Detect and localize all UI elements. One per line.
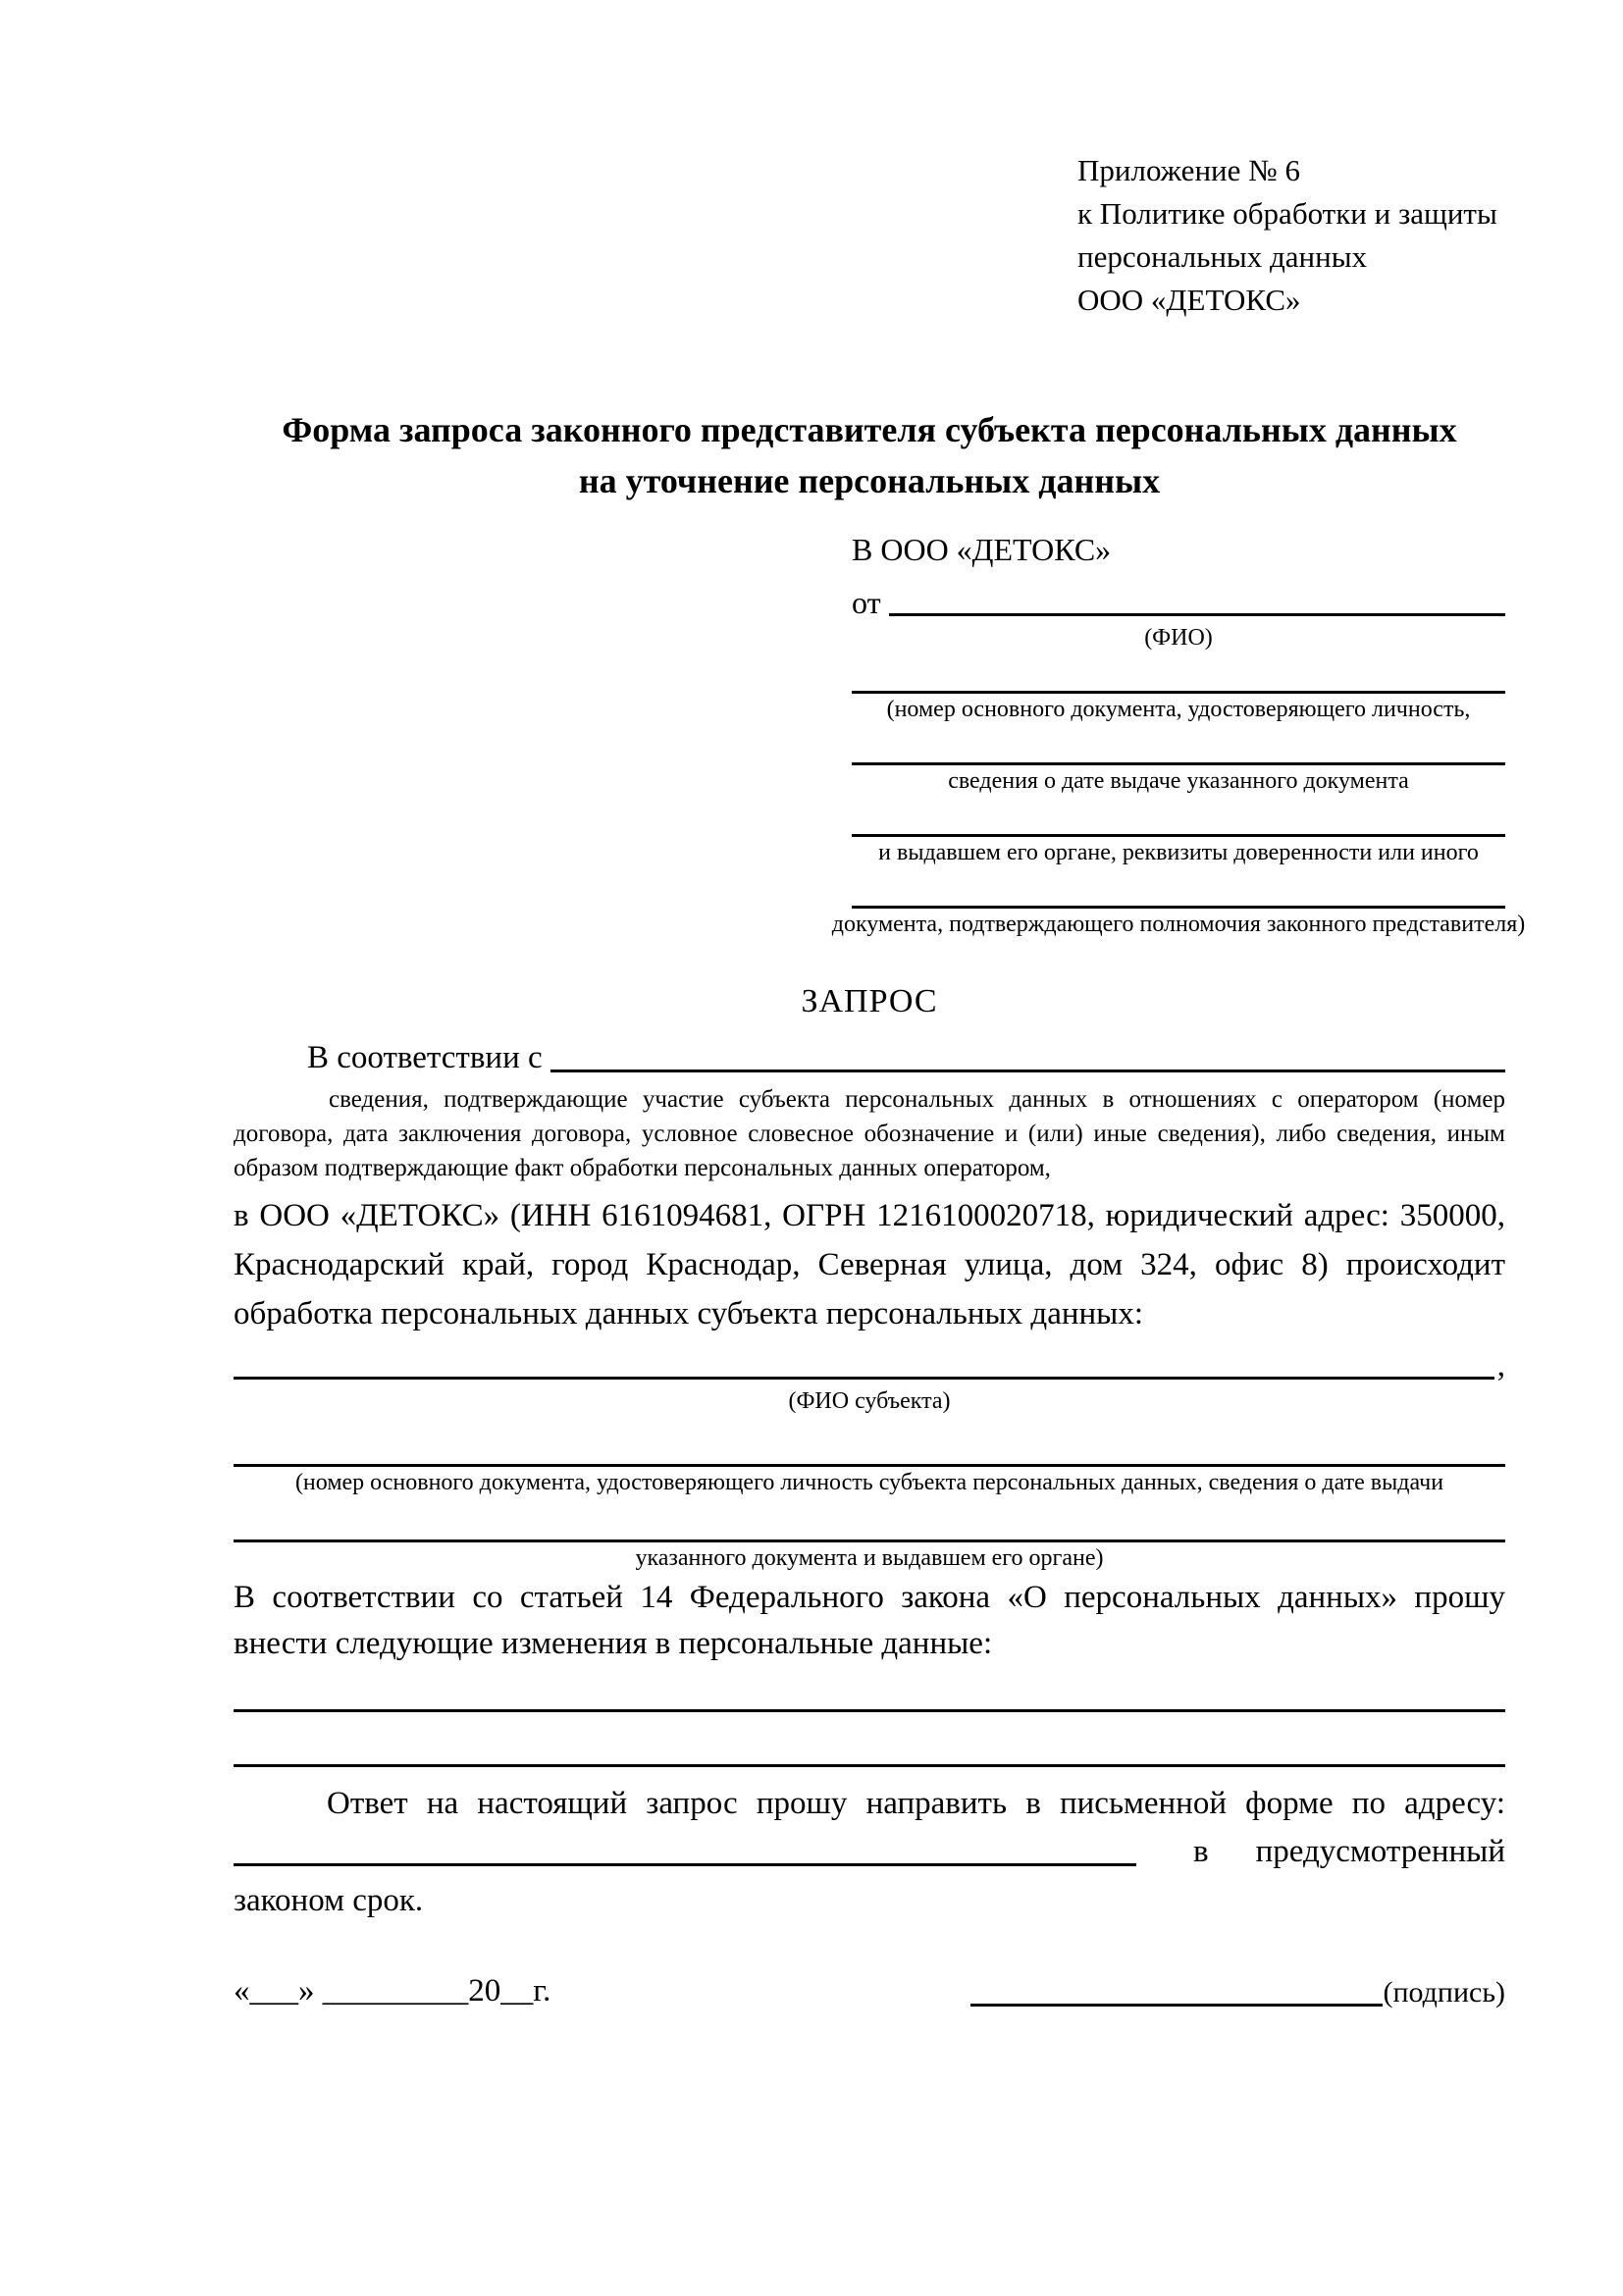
addressee-to: В ООО «ДЕТОКС»	[852, 532, 1112, 567]
fio-caption: (ФИО)	[1144, 625, 1213, 651]
date-blank: «___» _________20__г.	[234, 1973, 551, 2009]
answer-paragraph-line1: Ответ на настоящий запрос прошу направить в письменной форме по адресу:	[327, 1786, 1505, 1821]
from-label: от	[852, 585, 881, 620]
doc-caption-1: (номер основного документа, удостоверяющего личность,	[886, 697, 1471, 722]
blank-line	[852, 867, 1505, 909]
subject-fio-caption: (ФИО субъекта)	[788, 1388, 951, 1414]
answer-word-predusmotrenny: предусмотренный	[1255, 1834, 1505, 1869]
date-signature-row	[234, 1969, 1505, 2012]
doc-caption-3: и выдавшем его органе, реквизиты доверенности или иного	[878, 840, 1479, 865]
signature-caption: (подпись)	[1383, 1976, 1505, 2009]
document-content	[234, 0, 1526, 2012]
basis-blank-line	[550, 1070, 1505, 1072]
trailing-comma: ,	[1496, 1348, 1505, 1383]
answer-paragraph-tail	[1136, 1831, 1505, 1872]
blank-line	[234, 1497, 1505, 1542]
annex-line-2: к Политике обработки и защиты	[1077, 196, 1497, 231]
representative-doc-field-2	[852, 724, 1505, 796]
addressee-block	[831, 528, 1526, 939]
signature-blank-line	[970, 1973, 1383, 2007]
change-request-paragraph: В соответствии со статьей 14 Федерального закона «О персональных данных» прошу внести следующие изменения в персональные данные:	[234, 1580, 1505, 1661]
signature-group	[970, 1973, 1505, 2012]
annex-header	[1077, 0, 1505, 322]
basis-footnote: сведения, подтверждающие участие субъекта персональных данных в отношениях с оператором (номер договора, дата заключения договора, условное словесное обозначение и (или) иные сведения), либо сведения, иным образом подтверждающие факт обработки персональных данных оператором,	[234, 1086, 1505, 1181]
form-title-line2: на уточнение персональных данных	[578, 461, 1161, 500]
annex-line-4: ООО «ДЕТОКС»	[1077, 283, 1301, 317]
changes-blank-line-1	[234, 1667, 1505, 1712]
from-row	[852, 579, 1505, 622]
subject-doc-caption-1: (номер основного документа, удостоверяющего личность субъекта персональных данных, сведения о дате выдачи	[294, 1470, 1444, 1495]
blank-line	[234, 1416, 1505, 1467]
subject-fio-blank-line	[234, 1377, 1494, 1380]
doc-caption-4: документа, подтверждающего полномочия законного представителя)	[831, 912, 1526, 937]
changes-blank-line-2	[234, 1712, 1505, 1767]
subject-doc-caption-2: указанного документа и выдавшем его органе)	[635, 1545, 1104, 1571]
from-blank-line	[889, 613, 1505, 616]
blank-line	[852, 724, 1505, 765]
operator-paragraph: в ООО «ДЕТОКС» (ИНН 6161094681, ОГРН 1216100020718, юридический адрес: 350000, Краснодарский край, город Краснодар, Северная улица, дом 324, офис 8) происходит обработка персональных данных субъекта персональных данных:	[234, 1198, 1505, 1331]
address-blank-line	[234, 1863, 1136, 1866]
form-title	[234, 404, 1505, 506]
answer-address-row	[234, 1827, 1505, 1872]
basis-row	[234, 1033, 1505, 1078]
subject-doc-field-1	[234, 1416, 1505, 1497]
representative-doc-field-3	[852, 796, 1505, 867]
subject-fio-row	[234, 1342, 1505, 1385]
basis-prefix: В соответствии с	[307, 1040, 543, 1075]
blank-line	[852, 652, 1505, 694]
representative-doc-field-1	[852, 652, 1505, 724]
blank-line	[852, 796, 1505, 837]
answer-word-v: в	[1193, 1834, 1209, 1869]
subject-doc-field-2	[234, 1497, 1505, 1573]
request-heading: ЗАПРОС	[801, 983, 938, 1019]
form-title-line1: Форма запроса законного представителя субъекта персональных данных	[282, 410, 1457, 449]
representative-doc-field-4	[831, 867, 1526, 939]
annex-line-1: Приложение № 6	[1077, 153, 1300, 187]
answer-paragraph-line3: законом срок.	[234, 1883, 424, 1918]
doc-caption-2: сведения о дате выдаче указанного документа	[948, 768, 1409, 794]
annex-line-3: персональных данных	[1077, 239, 1368, 274]
